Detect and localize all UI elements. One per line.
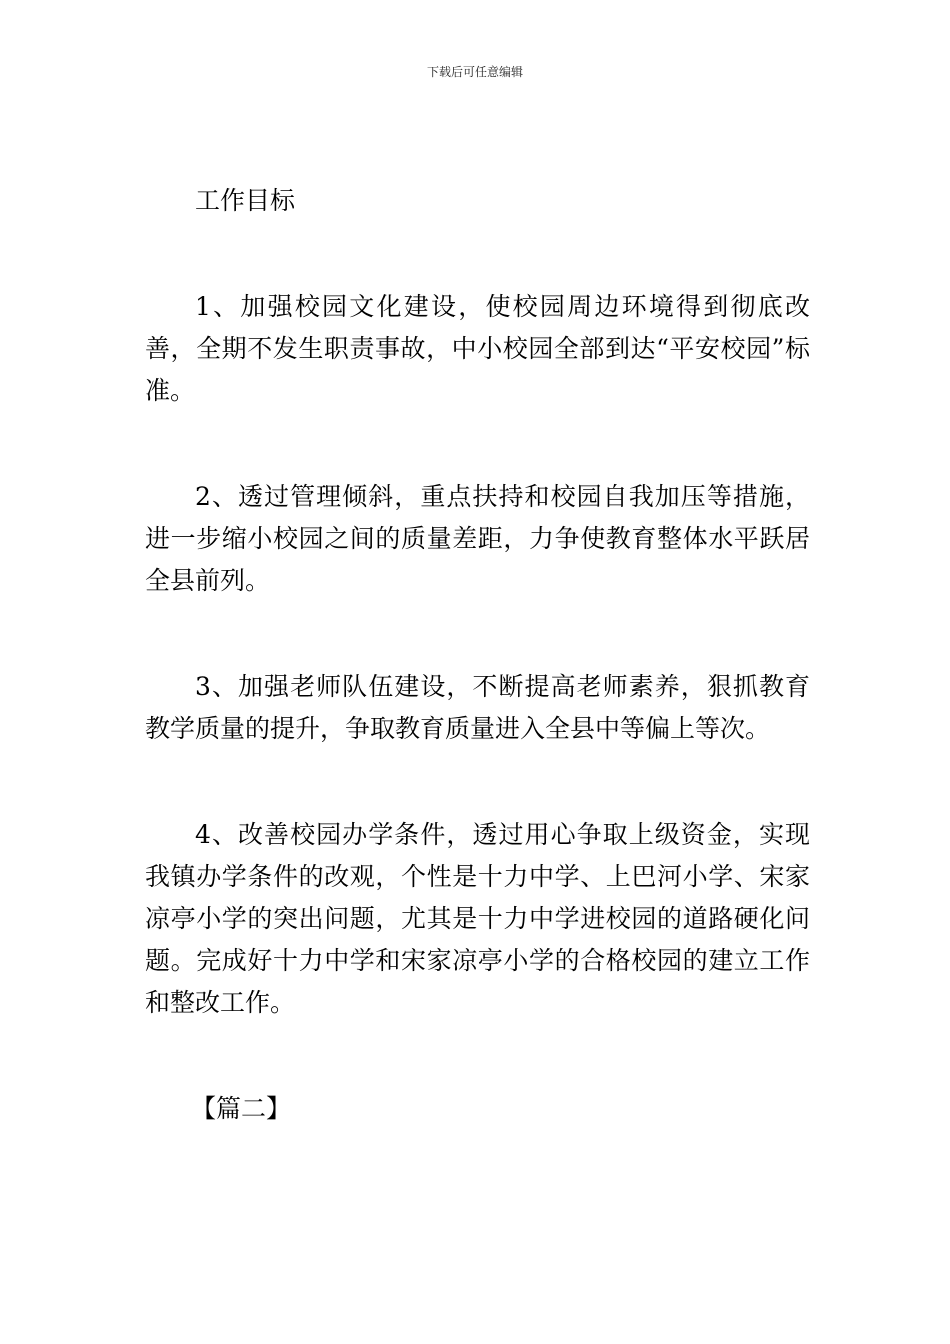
document-body <box>145 180 810 1130</box>
goal-item-1: 1、加强校园文化建设，使校园周边环境得到彻底改善，全期不发生职责事故，中小校园全部到达“平安校园”标准。 <box>145 292 810 405</box>
goal-item-3: 3、加强老师队伍建设，不断提高老师素养，狠抓教育教学质量的提升，争取教育质量进入全县中等偏上等次。 <box>145 672 810 743</box>
goal-item-2: 2、透过管理倾斜，重点扶持和校园自我加压等措施，进一步缩小校园之间的质量差距，力争使教育整体水平跃居全县前列。 <box>145 482 810 595</box>
section-marker: 【篇二】 <box>191 1094 292 1123</box>
section-heading: 工作目标 <box>195 186 296 215</box>
page-header-note: 下载后可任意编辑 <box>426 65 523 79</box>
goal-item-4: 4、改善校园办学条件，透过用心争取上级资金，实现我镇办学条件的改观，个性是十力中学、上巴河小学、宋家凉亭小学的突出问题，尤其是十力中学进校园的道路硬化问题。完成好十力中学和宋家凉亭小学的合格校园的建立工作和整改工作。 <box>145 820 810 1017</box>
